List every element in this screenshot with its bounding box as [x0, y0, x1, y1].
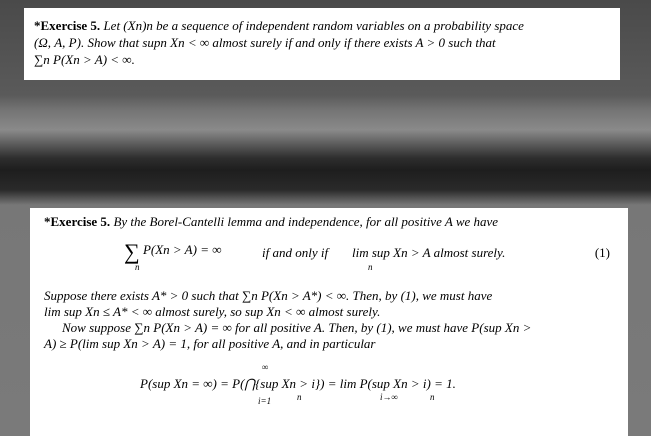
eq1-mid: if and only if [262, 245, 329, 260]
sum-symbol: ∑ [124, 239, 140, 264]
solution-intro-text: By the Borel-Cantelli lemma and independence, for all positive A we have [113, 214, 499, 229]
eq2-text: P(sup Xn = ∞) = P(⋂{sup Xn > i}) = lim P(sup Xn > i) = 1. [140, 376, 456, 391]
statement-line-2: (Ω, A, P). Show that supn Xn < ∞ almost surely if and only if there exists A > 0 such that [34, 35, 496, 50]
paragraph-2-line-1: Now suppose ∑n P(Xn > A) = ∞ for all positive A. Then, by (1), we must have P(sup Xn > [62, 320, 532, 335]
paragraph-2-line-2: A) ≥ P(lim sup Xn > A) = 1, for all positive A, and in particular [44, 336, 376, 351]
paragraph-1-line-1: Suppose there exists A* > 0 such that ∑n P(Xn > A*) < ∞. Then, by (1), we must have [44, 288, 493, 303]
eq1-right: lim sup Xn > A almost surely. [352, 245, 506, 260]
solution-intro [44, 214, 498, 230]
eq1-left: P(Xn > A) = ∞ [142, 242, 222, 257]
statement-line-3: ∑n P(Xn > A) < ∞. [34, 52, 135, 67]
paragraph-1-line-2: lim sup Xn ≤ A* < ∞ almost surely, so sup Xn < ∞ almost surely. [44, 304, 381, 319]
solution-label: *Exercise 5. [44, 214, 111, 229]
solution-card [30, 208, 628, 436]
equation-1 [30, 239, 628, 274]
exercise-label: *Exercise 5. [34, 18, 101, 33]
eq2-lim-index: i→∞ [380, 392, 398, 402]
cap-lower-limit: i=1 [258, 396, 272, 406]
exercise-statement-card [24, 8, 620, 80]
eq2-sup-index-a: n [297, 392, 302, 402]
eq2-sup-index-b: n [430, 392, 435, 402]
cap-upper-limit: ∞ [262, 362, 269, 372]
statement-text-1: Let (Xn)n be a sequence of independent random variables on a probability space [103, 18, 524, 33]
equation-2 [30, 358, 628, 418]
statement-line-1 [34, 18, 610, 34]
eq1-limsup-index: n [368, 262, 373, 272]
eq1-sum-index: n [135, 262, 140, 272]
equation-number: (1) [594, 245, 610, 260]
